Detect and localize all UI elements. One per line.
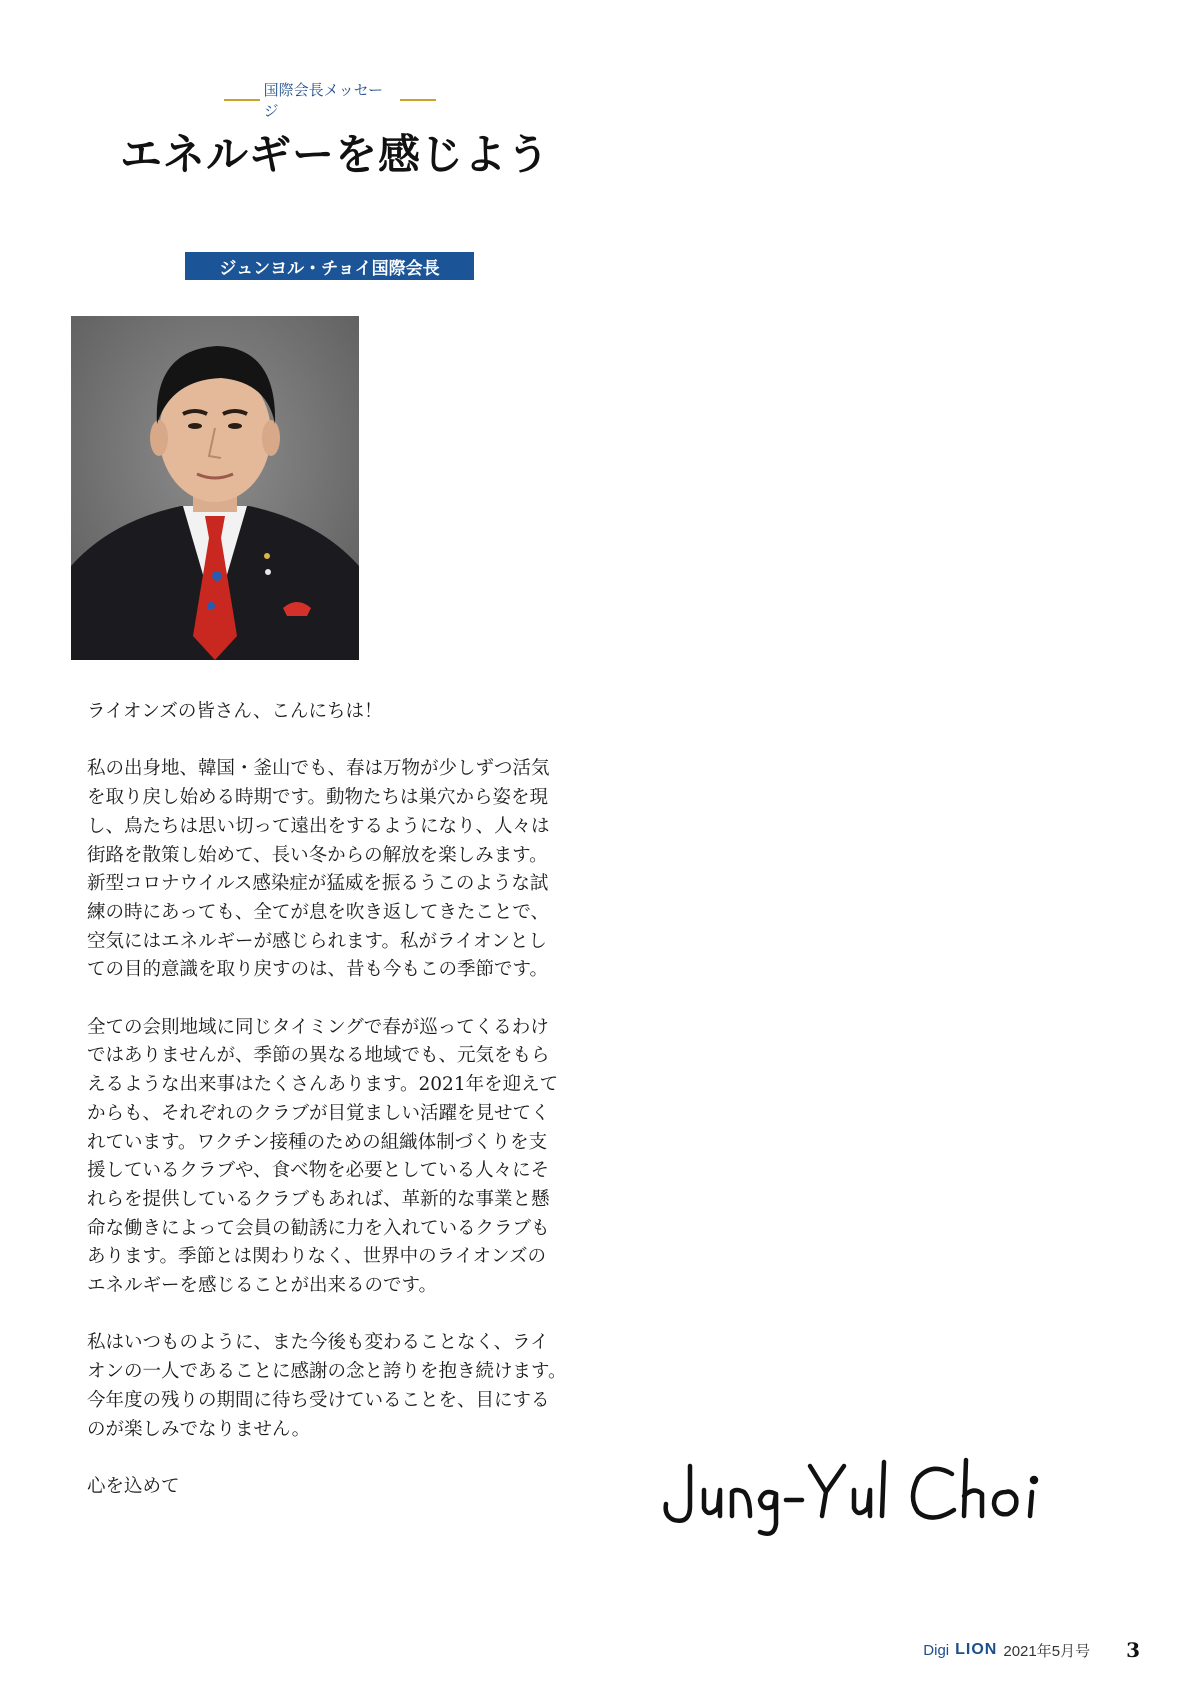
footer-lion: LION: [955, 1641, 998, 1658]
footer-digi: Digi: [923, 1641, 950, 1659]
paragraph-2: 全ての会則地域に同じタイミングで春が巡ってくるわけ ではありませんが、季節の異なる地域でも、元気をもら えるような出来事はたくさんあります。2021年を迎えて からも、それぞれのクラブが目覚ましい活躍を見せてく れています。ワクチン接種のための組織体制づくりを支 援しているクラブや、食べ物を必要としている人々にそ れらを提供しているクラブもあれば、革新的な事業と懸 命な働きによって会員の勧誘に力を入れているクラブも あります。季節とは関わりなく、世界中のライオンズの エネルギーを感じることが出来るのです。: [87, 1016, 559, 1297]
greeting: ライオンズの皆さん、こんにちは！: [87, 701, 383, 722]
speaker-name: ジュンヨル・チョイ国際会長: [219, 258, 440, 279]
kicker-rule-left: [224, 99, 260, 101]
handwritten-signature: [660, 1452, 1130, 1542]
section-kicker: [220, 81, 440, 120]
closing: 心を込めて: [87, 1475, 180, 1497]
kicker-rule-right: [400, 99, 436, 101]
portrait-illustration: [71, 316, 359, 660]
paragraph-3: 私はいつものように、また今後も変わることなく、ライ オンの一人であることに感謝の念と誇りを抱き続けます。 今年度の残りの期間に待ち受けていることを、目にする のが楽しみでなりません。: [87, 1332, 567, 1440]
kicker-label: 国際会長メッセージ: [263, 81, 384, 120]
signature-drawing: [660, 1452, 1130, 1542]
page-title: エネルギーを感じよう: [120, 130, 551, 179]
speaker-label: [185, 252, 474, 280]
page-number: 3: [1126, 1638, 1140, 1662]
letter-body: [87, 698, 607, 1530]
page-footer: [923, 1638, 1140, 1662]
paragraph-1: 私の出身地、韓国・釜山でも、春は万物が少しずつ活気 を取り戻し始める時期です。動物たちは巣穴から姿を現 し、鳥たちは思い切って遠出をするようになり、人々は 街路を散策し始めて、長い冬からの解放を楽しみます。 新型コロナウイルス感染症が猛威を振るうこのような試 練の時にあっても、全てが息を吹き返してきたことで、 空気にはエネルギーが感じられます。私がライオンとし ての目的意識を取り戻すのは、昔も今もこの季節です。: [87, 758, 550, 981]
president-portrait: [71, 316, 359, 660]
footer-issue: 2021年5月号: [1003, 1642, 1091, 1660]
